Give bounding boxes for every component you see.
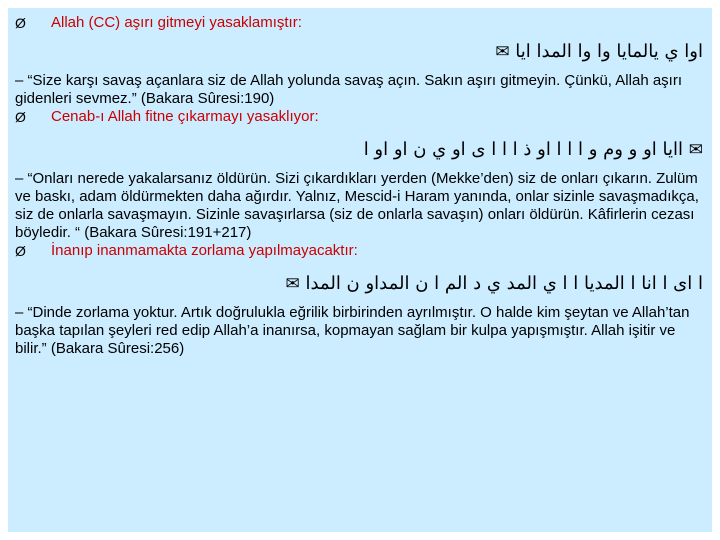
section-3-heading-row [15,242,705,260]
section-3-quote: – “Dinde zorlama yoktur. Artık doğrulukla eğrilik birbirinden ayrılmıştır. O halde kim şeytan ve Allah’tan başka tapılan şeyleri red edip Allah’a inanırsa, kopmayan sağlam bir kulpa yapışmıştır. Allah işitir ve bilir.” (Bakara Sûresi:256) [15,304,690,357]
arrowhead-bullet-icon: Ø [15,109,26,125]
section-1-quote: – “Size karşı savaş açanlara siz de Allah yolunda savaş açın. Sakın aşırı gitmeyin. Çünkü, Allah aşırı gidenleri sevmez.” (Bakara Sûresi:190) [15,72,682,107]
envelope-glyph-icon: ✉ [285,274,300,294]
envelope-glyph-icon: ✉ [495,42,510,62]
arrowhead-bullet-icon: Ø [15,15,26,31]
section-2-quote: – “Onları nerede yakalarsanız öldürün. Sizi çıkardıkları yerden (Mekke’den) siz de onları çıkarın. Zulüm ve baskı, adam öldürmekten daha ağırdır. Yalnız, Mescid-i Haram yanında, onlar sizinle savaşmadıkça, siz de onlarla savaşmayın. Sizinle savaşırlarsa (siz de onlarla savaşın) onları öldürün. Kâfirlerin cezası böyledir. “ (Bakara Sûresi:191+217) [15,170,699,241]
section-2-arabic-verse [15,138,705,162]
arrowhead-bullet-icon: Ø [15,243,26,259]
slide-content [15,14,705,358]
section-1-arabic-text: اوا ي يالمايا وا وا المدا ايا [515,41,703,62]
section-2-arabic-text: اايا او و وم و ا ا ا او ذ ا ا ا ى او ي ن او او ا [363,139,684,160]
section-3-heading: İnanıp inanmamakta zorlama yapılmayacaktır: [51,242,358,259]
section-3-arabic-verse [15,272,705,296]
section-1-heading: Allah (CC) aşırı gitmeyi yasaklamıştır: [51,14,302,31]
section-2-heading: Cenab-ı Allah fitne çıkarmayı yasaklıyor: [51,108,319,125]
envelope-glyph-icon: ✉ [688,140,703,160]
section-3-arabic-text: ا اى ا انا ا المديا ا ا ي المد ي د الم ا ن المداو ن المدا [305,273,703,294]
section-1-arabic-verse [15,40,705,64]
slide [8,8,712,532]
section-1-heading-row [15,14,705,32]
section-2-heading-row [15,108,705,126]
